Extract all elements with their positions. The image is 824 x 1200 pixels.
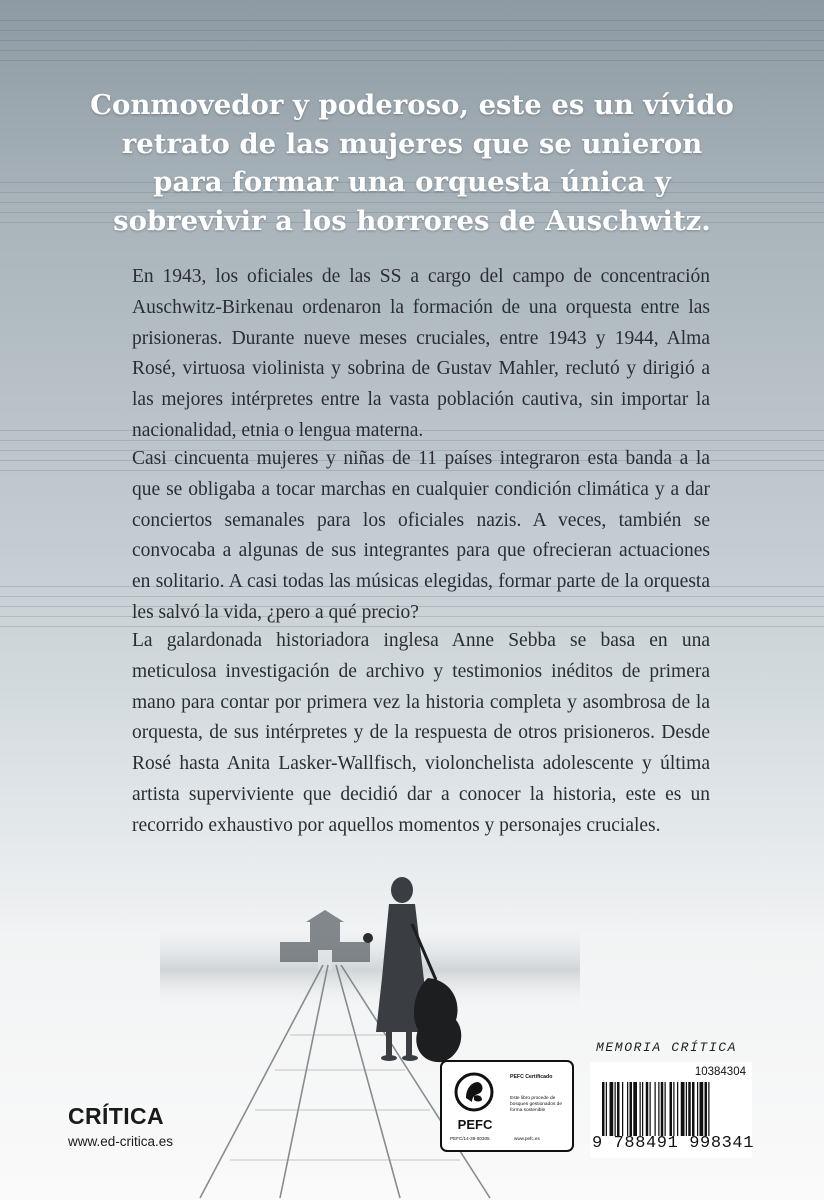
product-code: 10384304	[694, 1066, 746, 1078]
barcode-bar	[665, 1082, 666, 1136]
barcode-bars	[602, 1082, 746, 1136]
pefc-website: www.pefc.es	[514, 1136, 540, 1141]
barcode-bar	[670, 1082, 673, 1136]
description-paragraph: Casi cincuenta mujeres y niñas de 11 países integraron esta banda a la que se obligaba a tocar marchas en cualquier condición climática y a dar conciertos semanales para los oficiales nazis. A veces, también se convocaba a algunas de sus integrantes para que ofrecieran actuaciones en solitario. A casi todas las músicas elegidas, formar parte de la orquesta les salvó la vida, ¿pero a qué precio?	[132, 448, 710, 623]
barcode-bar	[705, 1082, 708, 1136]
barcode-bar	[681, 1082, 685, 1136]
description-paragraph: En 1943, los oficiales de las SS a cargo del campo de concentración Auschwitz-Birkenau ordenaron la formación de una orquesta entre las prisioneras. Durante nueve meses cruciales, entre 1943 y 1944, Alma Rosé, virtuosa violinista y sobrina de Gustav Mahler, reclutó y dirigió a las mejores intérpretes entre la vasta población cautiva, sin importar la nacionalidad, etnia o lengua materna.	[132, 266, 710, 441]
barcode-bar	[708, 1082, 709, 1136]
barcode-bar	[686, 1082, 687, 1136]
barcode-bar	[640, 1082, 641, 1136]
barcode-bar	[646, 1082, 649, 1136]
barcode-bar	[658, 1082, 659, 1136]
barcode-bar	[700, 1082, 704, 1136]
publisher-website[interactable]: www.ed-critica.es	[68, 1134, 174, 1149]
pefc-description: Este libro procede de bosques gestionados de forma sostenible	[510, 1096, 563, 1113]
barcode-bar	[610, 1082, 614, 1136]
isbn-barcode	[590, 1062, 755, 1158]
barcode-bar	[615, 1082, 616, 1136]
description-paragraph: La galardonada historiadora inglesa Anne Sebba se basa en una meticulosa investigación de archivo y testimonios inéditos de primera mano para contar por primera vez la historia completa y asombrosa de la orquesta, de sus intérpretes y de la respuesta de otros prisioneros. Desde Rosé hasta Anita Lasker-Wallfisch, violonchelista adolescente y última artista superviviente que decidió dar a conocer la historia, este es un recorrido exhaustivo por aquellos momentos y personajes cruciales.	[132, 630, 710, 836]
pefc-logo-word: PEFC	[457, 1117, 493, 1132]
barcode-bar	[650, 1082, 651, 1136]
barcode-bar	[692, 1082, 695, 1136]
tagline: Conmovedor y poderoso, este es un vívido retrato de las mujeres que se unieron para formar una orquesta única y sobrevivir a los horrores de Auschwitz.	[90, 89, 734, 237]
barcode-bar	[642, 1082, 643, 1136]
barcode-bar	[630, 1082, 633, 1136]
barcode-bar	[673, 1082, 674, 1136]
barcode-bar	[661, 1082, 664, 1136]
music-staff-decoration	[0, 20, 824, 62]
barcode-bar	[697, 1082, 698, 1136]
barcode-bar	[655, 1082, 656, 1136]
publisher-logo: CRÍTICA	[68, 1103, 165, 1129]
barcode-bar	[617, 1082, 620, 1136]
pefc-tree-logo-icon	[454, 1072, 494, 1112]
barcode-bar	[622, 1082, 623, 1136]
barcode-bar	[602, 1082, 605, 1136]
barcode-bar	[606, 1082, 607, 1136]
series-label: MEMORIA CRÍTICA	[596, 1040, 738, 1055]
isbn-digits: 9 788491 998341	[592, 1134, 755, 1153]
barcode-bar	[633, 1082, 637, 1136]
barcode-bar	[627, 1082, 628, 1136]
barcode-bar	[688, 1082, 691, 1136]
pefc-certified-label: PEFC Certificado	[510, 1074, 553, 1080]
pefc-code: PEFC/14-38-00305	[450, 1136, 490, 1141]
pefc-certification-label	[440, 1060, 574, 1152]
barcode-bar	[677, 1082, 678, 1136]
